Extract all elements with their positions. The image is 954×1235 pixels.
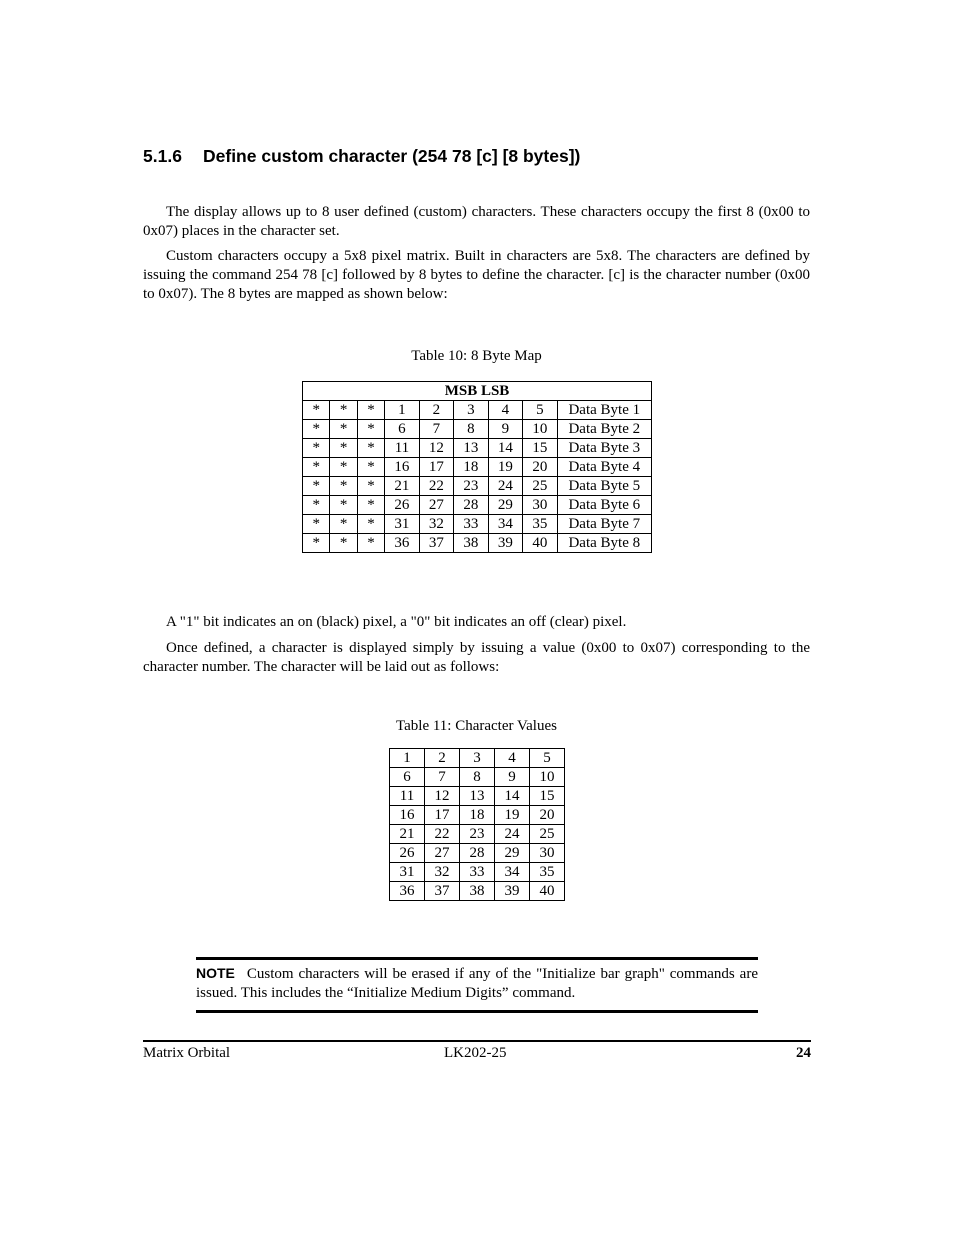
- pixel-cell: 26: [390, 844, 425, 863]
- pixel-cell: 3: [460, 749, 495, 768]
- bit-cell: 28: [454, 496, 488, 515]
- footer-rule: [143, 1040, 811, 1042]
- data-byte-label: Data Byte 7: [557, 515, 651, 534]
- table-row: [390, 844, 565, 863]
- pixel-cell: 13: [460, 787, 495, 806]
- data-byte-label: Data Byte 3: [557, 439, 651, 458]
- footer-company: Matrix Orbital: [143, 1045, 231, 1061]
- pixel-cell: 27: [425, 844, 460, 863]
- pixel-cell: 10: [530, 768, 565, 787]
- section-number: 5.1.6: [143, 146, 182, 166]
- unused-bit-cell: *: [357, 420, 384, 439]
- footer-model: LK202-25: [444, 1045, 507, 1061]
- pixel-cell: 37: [425, 882, 460, 901]
- unused-bit-cell: *: [330, 420, 357, 439]
- unused-bit-cell: *: [330, 401, 357, 420]
- note-top-rule: [196, 957, 758, 960]
- pixel-cell: 2: [425, 749, 460, 768]
- table-row: [390, 749, 565, 768]
- pixel-cell: 9: [495, 768, 530, 787]
- unused-bit-cell: *: [303, 401, 330, 420]
- byte-map-table: [302, 381, 652, 553]
- unused-bit-cell: *: [357, 515, 384, 534]
- pixel-cell: 11: [390, 787, 425, 806]
- data-byte-label: Data Byte 5: [557, 477, 651, 496]
- character-values-table: [389, 748, 565, 901]
- pixel-cell: 14: [495, 787, 530, 806]
- bit-cell: 24: [488, 477, 522, 496]
- bit-cell: 2: [419, 401, 453, 420]
- pixel-cell: 36: [390, 882, 425, 901]
- pixel-cell: 20: [530, 806, 565, 825]
- table11-caption: Table 11: Character Values: [396, 718, 557, 734]
- pixel-cell: 1: [390, 749, 425, 768]
- unused-bit-cell: *: [330, 439, 357, 458]
- pixel-cell: 5: [530, 749, 565, 768]
- bit-cell: 30: [523, 496, 557, 515]
- pixel-cell: 8: [460, 768, 495, 787]
- bit-cell: 29: [488, 496, 522, 515]
- table-row: [390, 806, 565, 825]
- bit-cell: 21: [385, 477, 419, 496]
- table-row: [390, 882, 565, 901]
- bit-cell: 23: [454, 477, 488, 496]
- table-row: [303, 458, 652, 477]
- bit-cell: 13: [454, 439, 488, 458]
- bit-cell: 27: [419, 496, 453, 515]
- bit-cell: 17: [419, 458, 453, 477]
- unused-bit-cell: *: [303, 496, 330, 515]
- bit-cell: 4: [488, 401, 522, 420]
- byte-map-header: MSB LSB: [303, 382, 652, 401]
- unused-bit-cell: *: [357, 477, 384, 496]
- pixel-cell: 30: [530, 844, 565, 863]
- unused-bit-cell: *: [330, 496, 357, 515]
- note-bottom-rule: [196, 1010, 758, 1013]
- unused-bit-cell: *: [330, 477, 357, 496]
- data-byte-label: Data Byte 4: [557, 458, 651, 477]
- bit-cell: 1: [385, 401, 419, 420]
- pixel-cell: 4: [495, 749, 530, 768]
- table-row: [390, 787, 565, 806]
- pixel-cell: 24: [495, 825, 530, 844]
- pixel-cell: 21: [390, 825, 425, 844]
- bit-cell: 33: [454, 515, 488, 534]
- pixel-cell: 18: [460, 806, 495, 825]
- bit-cell: 11: [385, 439, 419, 458]
- table10-caption: Table 10: 8 Byte Map: [411, 348, 542, 364]
- bit-cell: 38: [454, 534, 488, 553]
- pixel-cell: 29: [495, 844, 530, 863]
- bit-cell: 3: [454, 401, 488, 420]
- section-title: Define custom character (254 78 [c] [8 bytes]): [203, 146, 581, 166]
- table-row: [390, 825, 565, 844]
- pixel-cell: 15: [530, 787, 565, 806]
- pixel-cell: 16: [390, 806, 425, 825]
- table-row: [303, 401, 652, 420]
- pixel-cell: 40: [530, 882, 565, 901]
- bit-cell: 40: [523, 534, 557, 553]
- pixel-cell: 39: [495, 882, 530, 901]
- unused-bit-cell: *: [303, 477, 330, 496]
- unused-bit-cell: *: [303, 420, 330, 439]
- bit-cell: 19: [488, 458, 522, 477]
- pixel-cell: 28: [460, 844, 495, 863]
- pixel-cell: 33: [460, 863, 495, 882]
- page-number: 24: [796, 1045, 811, 1061]
- pixel-cell: 17: [425, 806, 460, 825]
- unused-bit-cell: *: [330, 534, 357, 553]
- note-box: [196, 964, 758, 1003]
- bit-cell: 22: [419, 477, 453, 496]
- table-row: [390, 768, 565, 787]
- table-row: [303, 496, 652, 515]
- bit-cell: 36: [385, 534, 419, 553]
- paragraph-bit-meaning: A "1" bit indicates an on (black) pixel, a "0" bit indicates an off (clear) pixel.: [166, 614, 627, 630]
- unused-bit-cell: *: [357, 439, 384, 458]
- bit-cell: 25: [523, 477, 557, 496]
- bit-cell: 10: [523, 420, 557, 439]
- unused-bit-cell: *: [357, 401, 384, 420]
- paragraph-intro: The display allows up to 8 user defined (custom) characters. These characters occupy the first 8 (0x00 to 0x07) places in the character set.: [143, 204, 810, 239]
- bit-cell: 35: [523, 515, 557, 534]
- data-byte-label: Data Byte 1: [557, 401, 651, 420]
- bit-cell: 18: [454, 458, 488, 477]
- byte-map-body: [303, 401, 652, 553]
- bit-cell: 8: [454, 420, 488, 439]
- data-byte-label: Data Byte 6: [557, 496, 651, 515]
- bit-cell: 20: [523, 458, 557, 477]
- pixel-cell: 22: [425, 825, 460, 844]
- bit-cell: 14: [488, 439, 522, 458]
- unused-bit-cell: *: [357, 534, 384, 553]
- table-row: [303, 534, 652, 553]
- character-values-body: [390, 749, 565, 901]
- section-heading: [143, 146, 580, 167]
- unused-bit-cell: *: [330, 458, 357, 477]
- bit-cell: 39: [488, 534, 522, 553]
- pixel-cell: 38: [460, 882, 495, 901]
- table-row: [303, 439, 652, 458]
- unused-bit-cell: *: [303, 515, 330, 534]
- pixel-cell: 7: [425, 768, 460, 787]
- note-text: Custom characters will be erased if any of the "Initialize bar graph" commands are issued. This includes the “Initialize Medium Digits” command.: [196, 966, 758, 1001]
- pixel-cell: 19: [495, 806, 530, 825]
- pixel-cell: 6: [390, 768, 425, 787]
- table-row: [303, 477, 652, 496]
- unused-bit-cell: *: [303, 534, 330, 553]
- bit-cell: 12: [419, 439, 453, 458]
- table-row: [390, 863, 565, 882]
- bit-cell: 34: [488, 515, 522, 534]
- unused-bit-cell: *: [357, 458, 384, 477]
- bit-cell: 5: [523, 401, 557, 420]
- bit-cell: 26: [385, 496, 419, 515]
- bit-cell: 15: [523, 439, 557, 458]
- unused-bit-cell: *: [303, 458, 330, 477]
- data-byte-label: Data Byte 2: [557, 420, 651, 439]
- pixel-cell: 34: [495, 863, 530, 882]
- bit-cell: 32: [419, 515, 453, 534]
- paragraph-matrix: Custom characters occupy a 5x8 pixel matrix. Built in characters are 5x8. The characters are defined by issuing the command 254 78 [c] followed by 8 bytes to define the character. [c] is the character number (0x00 to 0x07). The 8 bytes are mapped as shown below:: [143, 248, 810, 302]
- bit-cell: 31: [385, 515, 419, 534]
- unused-bit-cell: *: [330, 515, 357, 534]
- bit-cell: 6: [385, 420, 419, 439]
- bit-cell: 16: [385, 458, 419, 477]
- note-label: NOTE: [196, 965, 235, 981]
- paragraph-display: Once defined, a character is displayed simply by issuing a value (0x00 to 0x07) corresponding to the character number. The character will be laid out as follows:: [143, 640, 810, 675]
- pixel-cell: 23: [460, 825, 495, 844]
- unused-bit-cell: *: [357, 496, 384, 515]
- pixel-cell: 32: [425, 863, 460, 882]
- pixel-cell: 35: [530, 863, 565, 882]
- bit-cell: 9: [488, 420, 522, 439]
- bit-cell: 37: [419, 534, 453, 553]
- data-byte-label: Data Byte 8: [557, 534, 651, 553]
- bit-cell: 7: [419, 420, 453, 439]
- pixel-cell: 12: [425, 787, 460, 806]
- unused-bit-cell: *: [303, 439, 330, 458]
- table-row: [303, 515, 652, 534]
- pixel-cell: 31: [390, 863, 425, 882]
- table-row: [303, 420, 652, 439]
- pixel-cell: 25: [530, 825, 565, 844]
